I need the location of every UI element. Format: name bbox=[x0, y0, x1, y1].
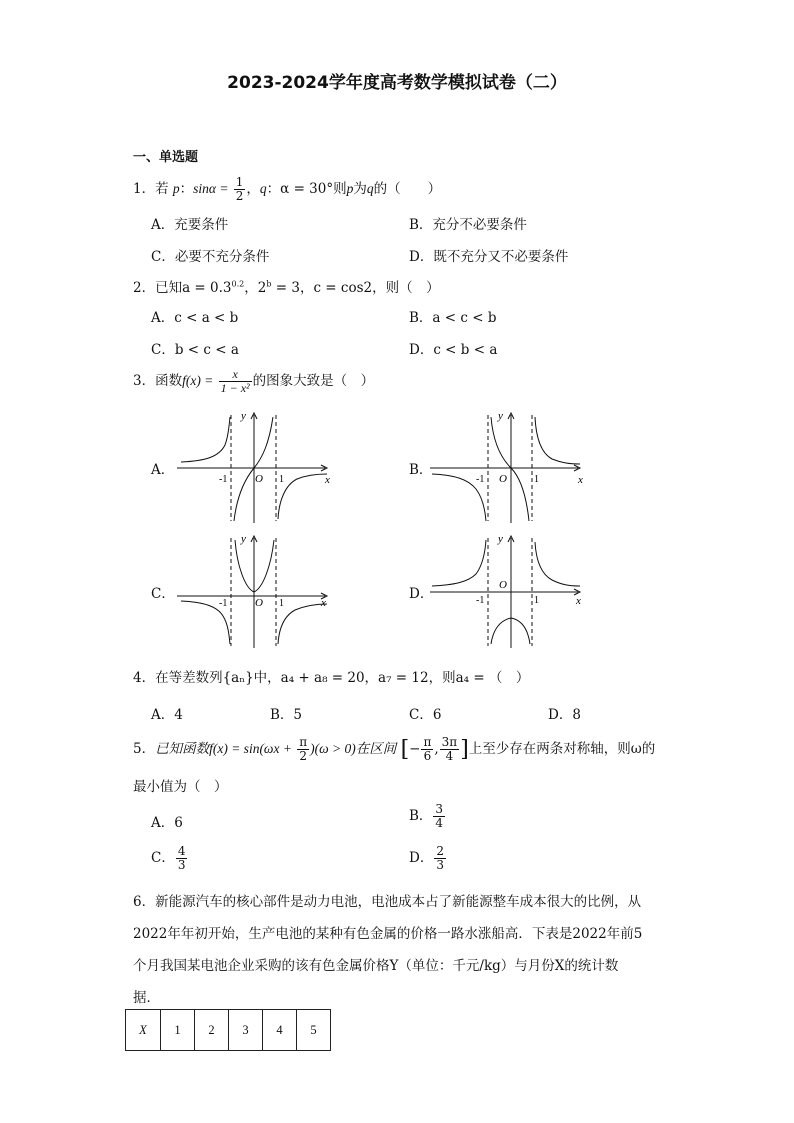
q5-left-num: π bbox=[423, 735, 432, 749]
q1-tail: 的（ ） bbox=[373, 181, 442, 197]
q4-option-a: A．4 bbox=[151, 707, 183, 723]
q1-fraction bbox=[234, 176, 246, 203]
q5-option-c-label: C． bbox=[151, 850, 175, 866]
curve-right-branch bbox=[535, 542, 580, 586]
q3-frac-den: 1 − x² bbox=[220, 381, 250, 395]
q1-wei: 为 bbox=[353, 181, 367, 197]
q3-pre: 函数 bbox=[155, 373, 183, 389]
curve-right-branch bbox=[535, 417, 580, 464]
q6-number: 6． bbox=[133, 894, 156, 910]
q5-b-num: 3 bbox=[435, 802, 444, 816]
q1-sin: sinα = bbox=[193, 181, 229, 196]
q5-right-den: 4 bbox=[445, 749, 454, 763]
q3-graph-c bbox=[175, 530, 335, 650]
tick-neg1: -1 bbox=[219, 598, 228, 609]
q1-frac-num: 1 bbox=[235, 175, 244, 189]
q3-label-b: B． bbox=[409, 462, 433, 478]
q5-right-num: 3π bbox=[441, 735, 458, 749]
q2-text-b: ，2 bbox=[244, 280, 267, 296]
question-1 bbox=[133, 176, 441, 203]
tick-neg1: -1 bbox=[476, 595, 485, 606]
q5-option-b-label: B． bbox=[409, 808, 433, 824]
q1-p2: p bbox=[346, 181, 354, 196]
q3-graph-a bbox=[175, 405, 335, 525]
q5-number: 5． bbox=[133, 741, 156, 757]
table-cell: 3 bbox=[229, 1010, 263, 1051]
q2-exp-a: 0.2 bbox=[231, 279, 245, 289]
question-6-line1 bbox=[133, 890, 641, 910]
q5-right-fraction bbox=[440, 736, 460, 763]
q5-pre: 已知函数f(x) = sin(ωx + bbox=[155, 741, 292, 756]
q5-neg: − bbox=[409, 741, 421, 757]
q3-frac-num: x bbox=[219, 368, 252, 382]
origin-label: O bbox=[255, 597, 263, 609]
q5-c-den: 3 bbox=[177, 858, 186, 872]
q2-number: 2． bbox=[133, 280, 156, 296]
q5-option-c bbox=[151, 845, 188, 872]
q1-q: q bbox=[259, 181, 267, 196]
table-header-x: X bbox=[126, 1010, 161, 1051]
curve-left-branch bbox=[432, 540, 486, 586]
question-6-line3: 个月我国某电池企业采购的该有色金属价格Y（单位：千元/kg）与月份X的统计数 bbox=[133, 958, 619, 974]
q5-left-fraction bbox=[421, 736, 433, 763]
axis-label-x: x bbox=[325, 474, 330, 486]
tick-pos1: 1 bbox=[534, 474, 539, 485]
q1-number: 1． bbox=[133, 181, 156, 197]
q1-option-c: C．必要不充分条件 bbox=[151, 249, 270, 265]
q2-exp-b: b bbox=[266, 279, 272, 289]
axis-label-y: y bbox=[498, 410, 503, 422]
question-3 bbox=[133, 368, 374, 395]
q2-option-d: D．c < b < a bbox=[409, 342, 498, 358]
q3-graph-d bbox=[428, 530, 588, 650]
tick-pos1: 1 bbox=[279, 474, 284, 485]
origin-label: O bbox=[499, 473, 507, 485]
q4-option-b: B．5 bbox=[270, 707, 303, 723]
q5-pi-num: π bbox=[299, 735, 308, 749]
table-cell: 5 bbox=[297, 1010, 331, 1051]
q2-text-c: = 3，c = cos2，则（ ） bbox=[271, 280, 440, 296]
axis-label-x: x bbox=[321, 597, 326, 609]
q1-stem-q: ：α = 30°则 bbox=[266, 181, 347, 197]
q5-comma: , bbox=[434, 741, 439, 757]
q1-sep: ， bbox=[246, 181, 260, 197]
q5-tail: 上至少存在两条对称轴，则ω的 bbox=[468, 741, 656, 757]
q5-pi-fraction bbox=[297, 736, 309, 763]
q3-number: 3． bbox=[133, 373, 156, 389]
q4-text: 在等差数列{aₙ}中，a₄ + a₈ = 20，a₇ = 12，则a₄ = （ ） bbox=[155, 670, 530, 686]
q3-fraction bbox=[219, 368, 252, 395]
table-row bbox=[126, 1010, 331, 1051]
q4-option-d: D．8 bbox=[548, 707, 581, 723]
q2-option-b: B．a < c < b bbox=[409, 310, 497, 326]
table-cell: 2 bbox=[195, 1010, 229, 1051]
tick-pos1: 1 bbox=[279, 598, 284, 609]
q6-data-table bbox=[125, 1009, 331, 1051]
q5-c-num: 4 bbox=[177, 844, 186, 858]
curve-right-branch bbox=[278, 604, 327, 644]
section-heading: 一、单选题 bbox=[133, 150, 199, 165]
origin-label: O bbox=[499, 579, 507, 591]
table-cell: 4 bbox=[263, 1010, 297, 1051]
curve-middle-branch bbox=[491, 417, 529, 521]
q1-q2: q bbox=[366, 181, 374, 196]
q5-pi-den: 2 bbox=[299, 749, 308, 763]
q5-option-d-fraction bbox=[434, 845, 446, 872]
curve-left-branch bbox=[181, 417, 230, 462]
axis-label-x: x bbox=[576, 595, 581, 607]
q5-option-d bbox=[409, 845, 447, 872]
table-cell: 1 bbox=[161, 1010, 195, 1051]
q5-left-den: 6 bbox=[423, 749, 432, 763]
q2-option-c: C．b < c < a bbox=[151, 342, 239, 358]
q5-mid: )(ω > 0)在区间 bbox=[310, 741, 397, 756]
q1-option-b: B．充分不必要条件 bbox=[409, 217, 527, 233]
q4-number: 4． bbox=[133, 670, 156, 686]
question-6-line2: 2022年年初开始，生产电池的某种有色金属的价格一路水涨船高．下表是2022年前5 bbox=[133, 926, 643, 942]
curve-right-branch bbox=[278, 474, 327, 519]
q5-line2: 最小值为（ ） bbox=[133, 779, 228, 795]
tick-neg1: -1 bbox=[219, 474, 228, 485]
axis-label-y: y bbox=[241, 533, 246, 545]
q6-line1: 新能源汽车的核心部件是动力电池，电池成本占了新能源整车成本很大的比例，从 bbox=[155, 894, 642, 910]
q1-option-d: D．既不充分又不必要条件 bbox=[409, 249, 569, 265]
q3-graph-b bbox=[428, 405, 588, 525]
q1-pre: 若 bbox=[155, 181, 169, 197]
q5-b-den: 4 bbox=[435, 816, 444, 830]
q3-label-c: C． bbox=[151, 586, 175, 602]
q5-d-num: 2 bbox=[436, 844, 444, 858]
q3-label-a: A． bbox=[151, 462, 175, 478]
q3-tail: 的图象大致是（ ） bbox=[252, 373, 375, 389]
q1-option-a: A．充要条件 bbox=[151, 217, 229, 233]
q3-fx: f(x) = bbox=[182, 373, 214, 388]
question-5: 5．已知函数f(x) = sin(ωx + $\frac{\pi}{2}$ )(ω > 0)在区间 [− $\frac{\pi}{6}$ , $\frac{3\pi}{4}$ ]上至少存在两条对称轴，则ω的 bbox=[133, 735, 656, 763]
question-6-line4: 据． bbox=[133, 990, 160, 1006]
q1-colon: ： bbox=[179, 181, 194, 197]
q5-option-b-fraction bbox=[433, 803, 445, 830]
axis-label-y: y bbox=[241, 410, 246, 422]
q2-text-a: 已知a = 0.3 bbox=[155, 280, 232, 296]
q1-frac-den: 2 bbox=[235, 189, 244, 203]
q5-option-c-fraction bbox=[176, 845, 188, 872]
q5-option-d-label: D． bbox=[409, 850, 434, 866]
axis-label-y: y bbox=[498, 533, 503, 545]
question-2 bbox=[133, 276, 440, 296]
q5-option-b bbox=[409, 803, 446, 830]
q5-d-den: 3 bbox=[436, 858, 444, 872]
page-title: 2023-2024学年度高考数学模拟试卷（二） bbox=[227, 73, 567, 93]
tick-pos1: 1 bbox=[534, 595, 539, 606]
origin-label: O bbox=[255, 473, 263, 485]
q5-option-a: A．6 bbox=[151, 815, 183, 831]
q2-option-a: A．c < a < b bbox=[151, 310, 239, 326]
question-4 bbox=[133, 666, 529, 686]
q1-p: p bbox=[172, 181, 180, 196]
q3-label-d: D． bbox=[409, 586, 434, 602]
q4-option-c: C．6 bbox=[409, 707, 442, 723]
axis-label-x: x bbox=[578, 474, 583, 486]
tick-neg1: -1 bbox=[476, 474, 485, 485]
